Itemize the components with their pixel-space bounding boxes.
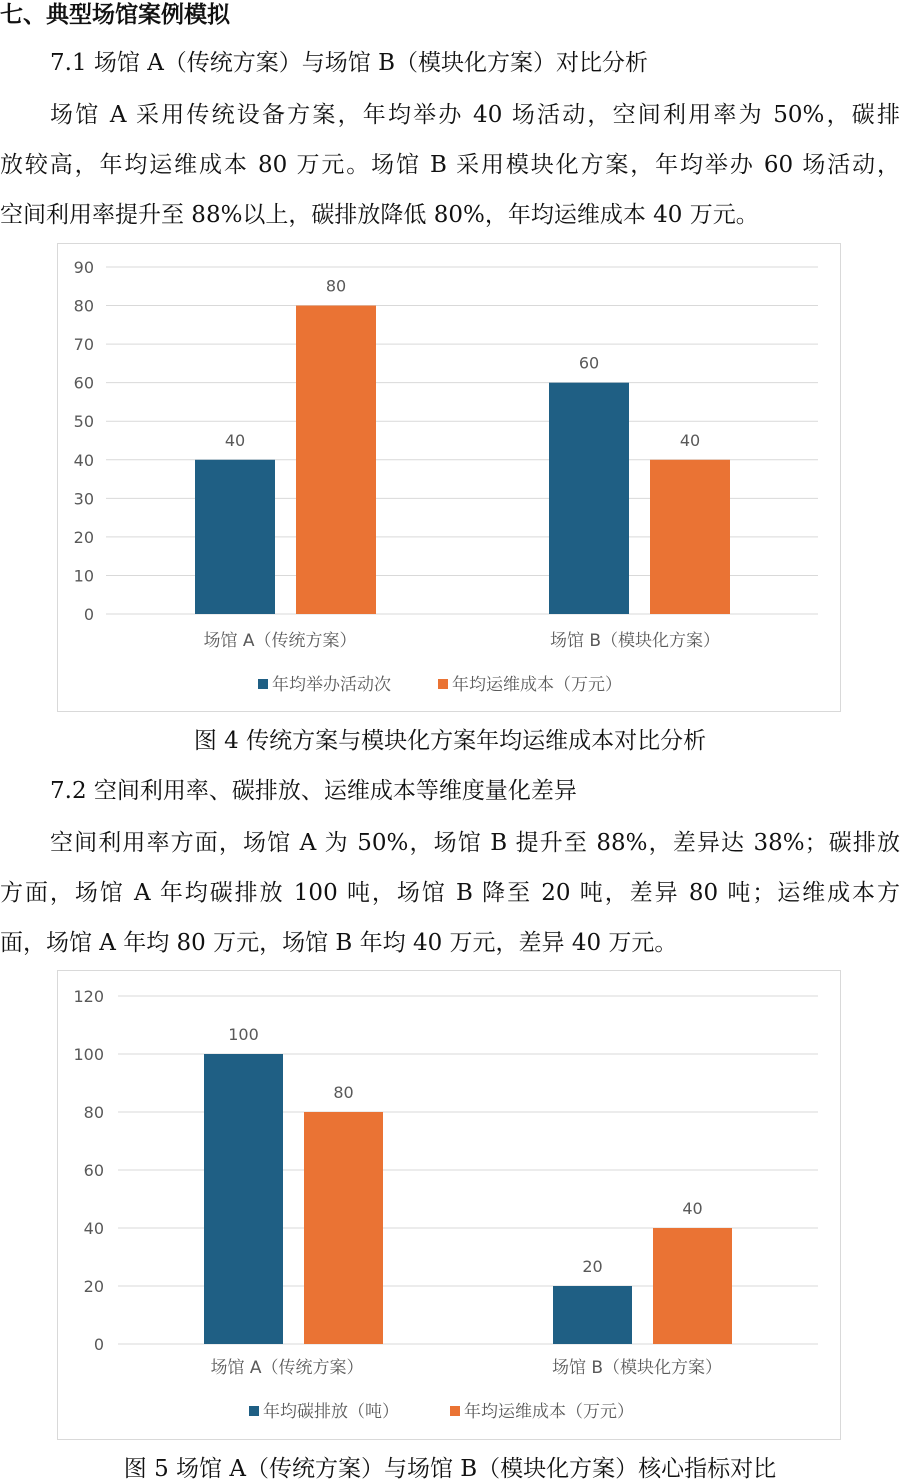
y-tick-label: 10 bbox=[73, 566, 94, 586]
legend-marker bbox=[450, 1406, 460, 1416]
y-tick-label: 0 bbox=[93, 1335, 104, 1354]
bar bbox=[296, 306, 376, 614]
legend-marker bbox=[258, 679, 268, 689]
data-label: 40 bbox=[679, 430, 701, 450]
bar bbox=[204, 1054, 283, 1344]
y-tick-label: 30 bbox=[73, 489, 94, 509]
y-tick-label: 100 bbox=[73, 1045, 104, 1064]
chart-2-container bbox=[57, 970, 841, 1440]
bar bbox=[553, 1286, 632, 1344]
y-tick-label: 20 bbox=[83, 1277, 104, 1296]
figure-4-caption: 图 4 传统方案与模块化方案年均运维成本对比分析 bbox=[193, 728, 707, 754]
legend-label: 年均碳排放（吨） bbox=[263, 1402, 399, 1422]
chart-1 bbox=[58, 244, 840, 711]
section-heading: 七、典型场馆案例模拟 bbox=[0, 1, 230, 28]
legend-label: 年均运维成本（万元） bbox=[464, 1402, 634, 1422]
bar bbox=[549, 383, 629, 614]
paragraph-2-line-3: 面，场馆 A 年均 80 万元，场馆 B 年均 40 万元，差异 40 万元。 bbox=[0, 930, 678, 956]
paragraph-2-line-1: 空间利用率方面，场馆 A 为 50%，场馆 B 提升至 88%，差异达 38%；碳排放 bbox=[50, 830, 900, 856]
y-tick-label: 40 bbox=[73, 450, 94, 470]
legend-label: 年均运维成本（万元） bbox=[452, 675, 622, 695]
subsection-title-7-2: 7.2 空间利用率、碳排放、运维成本等维度量化差异 bbox=[50, 778, 577, 804]
data-label: 20 bbox=[582, 1257, 603, 1276]
category-label: 场馆 B（模块化方案） bbox=[549, 631, 721, 651]
y-tick-label: 40 bbox=[83, 1219, 104, 1238]
y-tick-label: 70 bbox=[73, 335, 94, 355]
data-label: 80 bbox=[333, 1083, 354, 1102]
paragraph-1-line-2: 放较高，年均运维成本 80 万元。场馆 B 采用模块化方案，年均举办 60 场活动， bbox=[0, 152, 900, 178]
subsection-title-7-1: 7.1 场馆 A（传统方案）与场馆 B（模块化方案）对比分析 bbox=[50, 50, 649, 76]
legend-label: 年均举办活动次 bbox=[272, 675, 391, 695]
y-tick-label: 0 bbox=[83, 605, 94, 624]
data-label: 40 bbox=[224, 430, 246, 450]
category-label: 场馆 A（传统方案） bbox=[210, 1358, 364, 1378]
legend-marker bbox=[249, 1406, 259, 1416]
chart-2 bbox=[58, 971, 840, 1439]
y-tick-label: 60 bbox=[73, 373, 94, 393]
chart-1-container bbox=[57, 243, 841, 712]
bar bbox=[304, 1112, 383, 1344]
legend-marker bbox=[438, 679, 448, 689]
bar bbox=[653, 1228, 732, 1344]
y-tick-label: 60 bbox=[83, 1161, 104, 1180]
data-label: 100 bbox=[228, 1025, 259, 1044]
y-tick-label: 20 bbox=[73, 527, 94, 547]
data-label: 40 bbox=[682, 1199, 703, 1218]
y-tick-label: 90 bbox=[73, 258, 94, 277]
category-label: 场馆 B（模块化方案） bbox=[551, 1358, 723, 1378]
paragraph-1-line-3: 空间利用率提升至 88%以上，碳排放降低 80%，年均运维成本 40 万元。 bbox=[0, 202, 759, 228]
data-label: 60 bbox=[578, 353, 600, 373]
y-tick-label: 80 bbox=[83, 1103, 104, 1122]
paragraph-2-line-2: 方面，场馆 A 年均碳排放 100 吨，场馆 B 降至 20 吨，差异 80 吨；运维成本方 bbox=[0, 880, 900, 906]
data-label: 80 bbox=[325, 276, 347, 296]
bar bbox=[195, 460, 275, 614]
y-tick-label: 80 bbox=[73, 296, 94, 316]
y-tick-label: 120 bbox=[73, 987, 104, 1006]
y-tick-label: 50 bbox=[73, 412, 94, 432]
category-label: 场馆 A（传统方案） bbox=[203, 631, 357, 651]
bar bbox=[650, 460, 730, 614]
figure-5-caption: 图 5 场馆 A（传统方案）与场馆 B（模块化方案）核心指标对比 bbox=[123, 1456, 777, 1482]
paragraph-1-line-1: 场馆 A 采用传统设备方案，年均举办 40 场活动，空间利用率为 50%，碳排 bbox=[50, 102, 900, 128]
